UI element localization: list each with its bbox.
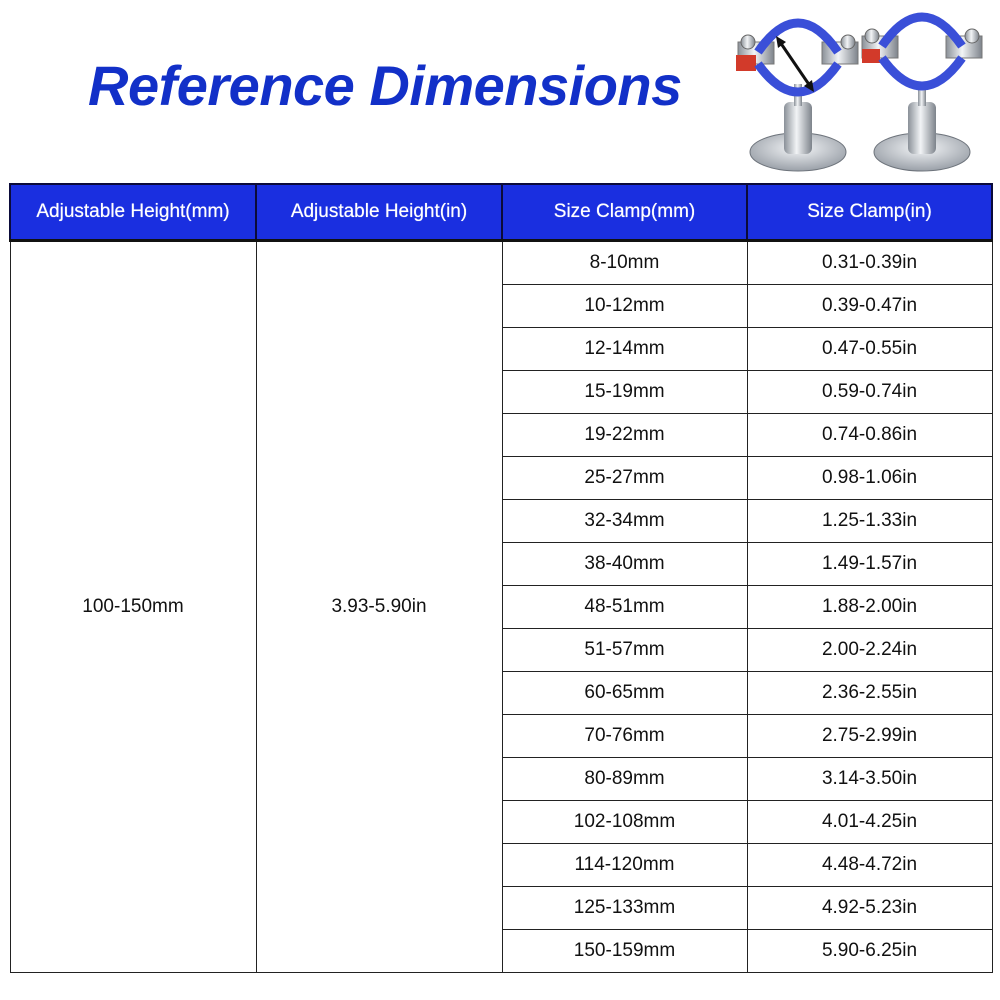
clamp-size-mm-cell: 102-108mm — [502, 801, 747, 844]
clamp-size-mm-cell: 19-22mm — [502, 414, 747, 457]
clamp-size-in-cell: 1.49-1.57in — [747, 543, 992, 586]
clamp-size-mm-cell: 10-12mm — [502, 285, 747, 328]
clamp-size-in-cell: 4.01-4.25in — [747, 801, 992, 844]
clamp-size-in-cell: 0.59-0.74in — [747, 371, 992, 414]
clamp-size-mm-cell: 48-51mm — [502, 586, 747, 629]
clamp-size-mm-cell: 15-19mm — [502, 371, 747, 414]
clamp-size-in-cell: 3.14-3.50in — [747, 758, 992, 801]
clamp-size-mm-cell: 51-57mm — [502, 629, 747, 672]
clamp-size-mm-cell: 32-34mm — [502, 500, 747, 543]
clamp-size-in-cell: 0.31-0.39in — [747, 241, 992, 285]
header-height-in: Adjustable Height(in) — [256, 184, 502, 241]
left-clamp-icon — [736, 23, 858, 171]
table-body — [10, 241, 992, 973]
dimensions-table — [9, 183, 993, 973]
header-clamp-mm: Size Clamp(mm) — [502, 184, 747, 241]
clamp-size-in-cell: 0.47-0.55in — [747, 328, 992, 371]
clamp-size-mm-cell: 25-27mm — [502, 457, 747, 500]
pipe-clamp-stand-image — [728, 2, 990, 178]
clamp-size-mm-cell: 60-65mm — [502, 672, 747, 715]
header-height-mm: Adjustable Height(mm) — [10, 184, 256, 241]
adjustable-height-in-cell: 3.93-5.90in — [256, 241, 502, 973]
clamp-size-in-cell: 0.74-0.86in — [747, 414, 992, 457]
clamp-size-in-cell: 2.75-2.99in — [747, 715, 992, 758]
clamp-size-in-cell: 1.88-2.00in — [747, 586, 992, 629]
table-header-row — [10, 184, 992, 241]
clamp-size-mm-cell: 80-89mm — [502, 758, 747, 801]
clamp-size-mm-cell: 70-76mm — [502, 715, 747, 758]
clamp-size-in-cell: 4.48-4.72in — [747, 844, 992, 887]
clamp-size-in-cell: 2.36-2.55in — [747, 672, 992, 715]
page-title: Reference Dimensions — [88, 54, 682, 117]
clamp-size-in-cell: 1.25-1.33in — [747, 500, 992, 543]
clamp-size-in-cell: 2.00-2.24in — [747, 629, 992, 672]
clamp-size-mm-cell: 8-10mm — [502, 241, 747, 285]
clamp-size-mm-cell: 125-133mm — [502, 887, 747, 930]
clamp-size-mm-cell: 150-159mm — [502, 930, 747, 973]
right-clamp-icon — [862, 17, 982, 171]
clamp-size-in-cell: 5.90-6.25in — [747, 930, 992, 973]
clamp-size-mm-cell: 38-40mm — [502, 543, 747, 586]
header-clamp-in: Size Clamp(in) — [747, 184, 992, 241]
adjustable-height-mm-cell: 100-150mm — [10, 241, 256, 973]
clamp-size-in-cell: 0.39-0.47in — [747, 285, 992, 328]
clamp-size-in-cell: 4.92-5.23in — [747, 887, 992, 930]
clamp-size-in-cell: 0.98-1.06in — [747, 457, 992, 500]
clamp-size-mm-cell: 12-14mm — [502, 328, 747, 371]
table-row — [10, 241, 992, 285]
clamp-size-mm-cell: 114-120mm — [502, 844, 747, 887]
